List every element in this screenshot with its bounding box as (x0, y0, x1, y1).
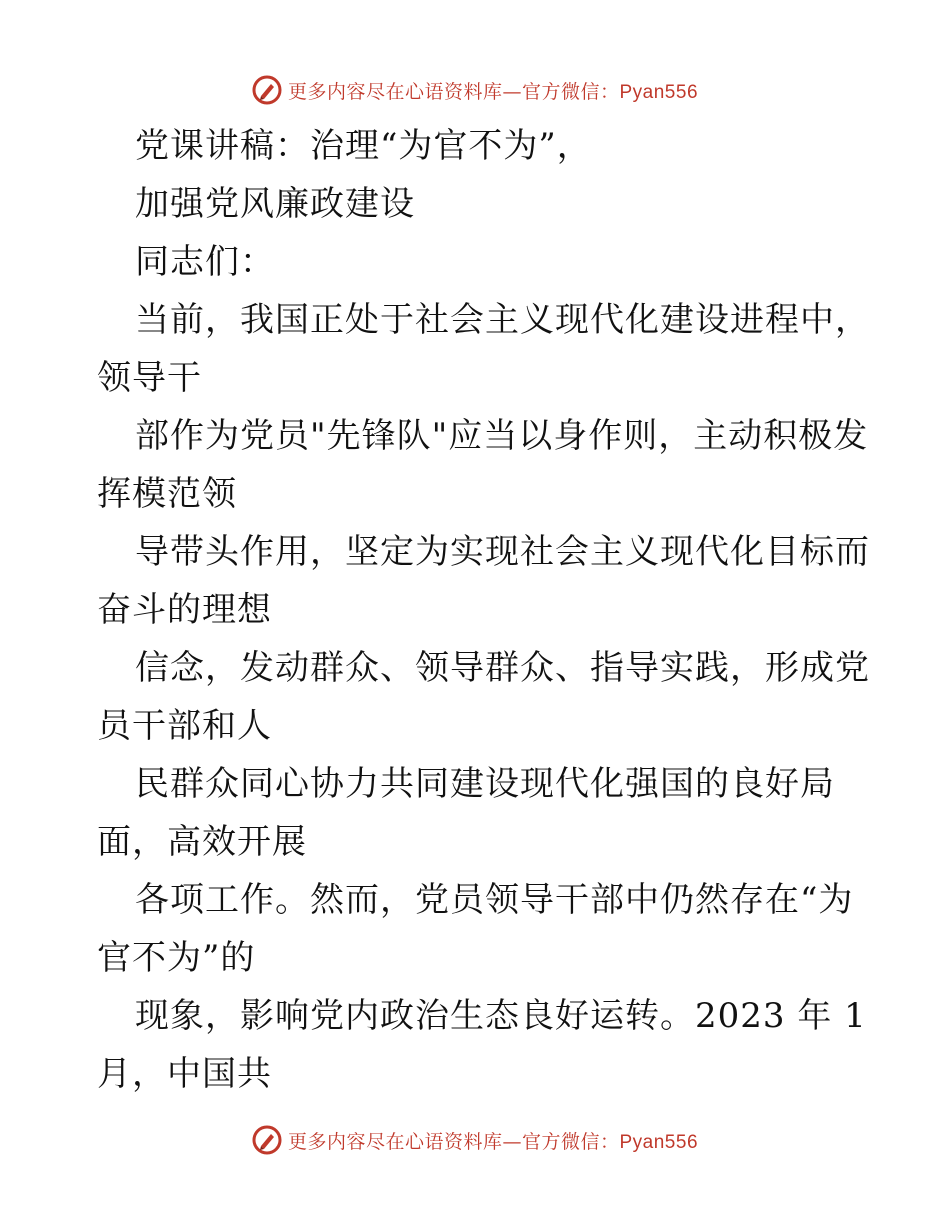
paragraph-line: 挥模范领 (97, 474, 237, 514)
paragraph-line: 部作为党员"先锋队"应当以身作则，主动积极发 (135, 416, 869, 456)
watermark-banner-bottom (0, 1120, 950, 1160)
paragraph-line: 当前，我国正处于社会主义现代化建设进程中， (135, 300, 870, 340)
pen-logo-icon (252, 1125, 282, 1155)
watermark-text: 更多内容尽在心语资料库—官方微信：Pyan556 (287, 80, 699, 103)
paragraph-line: 月，中国共 (97, 1054, 272, 1094)
paragraph-line: 民群众同心协力共同建设现代化强国的良好局 (135, 764, 835, 804)
doc-title-line-2: 加强党风廉政建设 (135, 184, 415, 224)
paragraph-line: 员干部和人 (97, 706, 272, 746)
watermark-text: 更多内容尽在心语资料库—官方微信：Pyan556 (287, 1130, 699, 1153)
salutation: 同志们： (135, 242, 275, 282)
watermark-banner-top (0, 70, 950, 110)
wechat-id: Pyan556 (619, 1131, 699, 1153)
paragraph-line: 导带头作用，坚定为实现社会主义现代化目标而 (135, 532, 870, 572)
paragraph-line: 现象，影响党内政治生态良好运转。2023 年 1 (135, 996, 867, 1036)
pen-logo-icon (252, 75, 282, 105)
paragraph-line: 奋斗的理想 (97, 590, 272, 630)
paragraph-line: 各项工作。然而，党员领导干部中仍然存在“为 (135, 880, 854, 920)
doc-title-line-1: 党课讲稿：治理“为官不为”， (135, 126, 592, 166)
paragraph-line: 官不为”的 (97, 938, 256, 978)
paragraph-line: 信念，发动群众、领导群众、指导实践，形成党 (135, 648, 870, 688)
wechat-id: Pyan556 (619, 81, 699, 103)
paragraph-line: 面，高效开展 (97, 822, 307, 862)
paragraph-line: 领导干 (97, 358, 202, 398)
